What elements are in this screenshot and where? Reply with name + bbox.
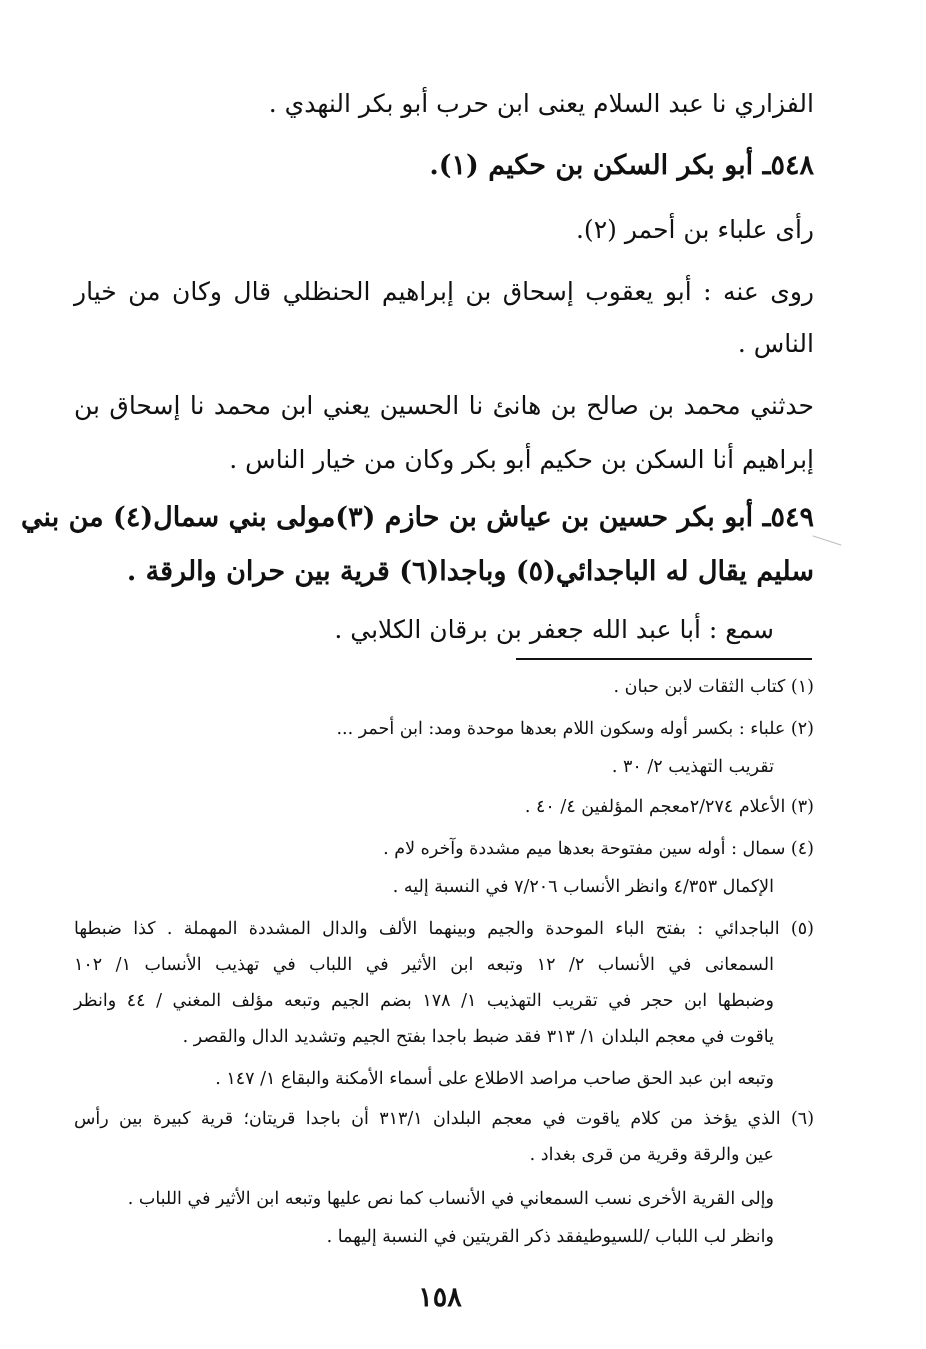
text-line: سمع : أبا عبد الله جعفر بن برقان الكلابي . <box>334 615 774 644</box>
footnote-line: تقريب التهذيب ٢/ ٣٠ . <box>611 757 774 777</box>
text-line: رأى علباء بن أحمر (٢). <box>575 215 814 244</box>
page-number: ١٥٨ <box>418 1282 462 1313</box>
entry-heading-548: ٥٤٨ـ أبو بكر السكن بن حكيم (١). <box>429 150 814 181</box>
text-line: إبراهيم أنا السكن بن حكيم أبو بكر وكان من خيار الناس . <box>229 445 814 474</box>
footnote-separator <box>516 658 812 660</box>
footnote-line: (٤) سمال : أوله سين مفتوحة بعدها ميم مشددة وآخره لام . <box>383 839 814 859</box>
footnote-line: ياقوت في معجم البلدان ١/ ٣١٣ فقد ضبط باجدا بفتح الجيم وتشديد الدال والقصر . <box>182 1027 774 1047</box>
text-line: الناس . <box>737 329 814 358</box>
footnote-line: الإكمال ٤/٣٥٣ وانظر الأنساب ٧/٢٠٦ في النسبة إليه . <box>392 877 774 897</box>
footnote-line: (٣) الأعلام ٢/٢٧٤معجم المؤلفين ٤/ ٤٠ . <box>524 797 814 817</box>
text-line: الفزاري نا عبد السلام يعنى ابن حرب أبو بكر النهدي . <box>268 89 814 118</box>
text-line: روى عنه : أبو يعقوب إسحاق بن إبراهيم الحنظلي قال وكان من خيار <box>74 277 814 306</box>
text-line: حدثني محمد بن صالح بن هانئ نا الحسين يعني ابن محمد نا إسحاق بن <box>74 391 814 420</box>
footnote-line: وضبطها ابن حجر في تقريب التهذيب ١/ ١٧٨ بضم الجيم وتبعه مؤلف المغني / ٤٤ وانظر <box>74 991 774 1011</box>
text-line: سليم يقال له الباجدائي(٥) وباجدا(٦) قرية بين حران والرقة . <box>126 556 814 587</box>
footnote-line: وإلى القرية الأخرى نسب السمعاني في الأنساب كما نص عليها وتبعه ابن الأثير في اللباب . <box>127 1189 774 1209</box>
footnote-line: (١) كتاب الثقات لابن حبان . <box>613 677 814 697</box>
footnote-line: وانظر لب اللباب /للسيوطيفقد ذكر القريتين في النسبة إليهما . <box>326 1227 774 1247</box>
footnote-line: (٥) الباجدائي : بفتح الباء الموحدة والجيم وبينهما الألف والدال المشددة المهملة . كذا ضبطها <box>74 919 814 939</box>
scan-artifact <box>813 535 842 545</box>
footnote-line: (٢) علباء : بكسر أوله وسكون اللام بعدها موحدة ومد: ابن أحمر ... <box>336 719 814 739</box>
footnote-line: عين والرقة وقرية من قرى بغداد . <box>529 1145 774 1165</box>
footnote-line: وتبعه ابن عبد الحق صاحب مراصد الاطلاع على أسماء الأمكنة والبقاع ١/ ١٤٧ . <box>215 1069 774 1089</box>
entry-heading-549: ٥٤٩ـ أبو بكر حسين بن عياش بن حازم (٣)مولى بني سمال(٤) من بني <box>21 502 814 533</box>
footnote-line: السمعانى في الأنساب ٢/ ١٢ وتبعه ابن الأثير في اللباب في تهذيب الأنساب ١/ ١٠٢ <box>74 955 774 975</box>
footnote-line: (٦) الذي يؤخذ من كلام ياقوت في معجم البلدان ٣١٣/١ أن باجدا قريتان؛ قرية كبيرة بين رأس <box>74 1109 815 1129</box>
